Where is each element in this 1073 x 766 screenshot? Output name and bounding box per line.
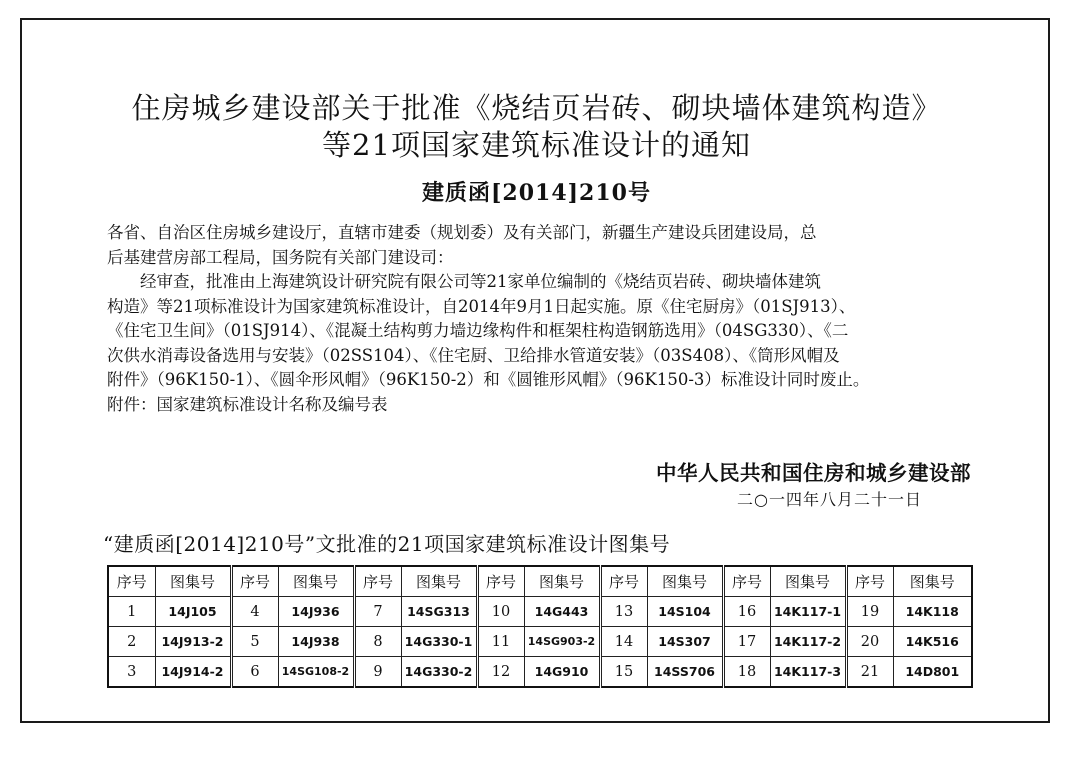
seq-cell: 19 — [846, 597, 893, 627]
seq-cell: 11 — [477, 627, 524, 657]
header-code: 图集号 — [524, 566, 600, 597]
header-seq: 序号 — [354, 566, 401, 597]
seq-cell: 5 — [231, 627, 278, 657]
body-line: 次供水消毒设备选用与安装》（02SS104）、《住宅厨、卫给排水管道安装》（03S408）、《筒形风帽及 — [107, 346, 840, 365]
table-caption: “建质函[2014]210号”文批准的21项国家建筑标准设计图集号 — [103, 532, 671, 556]
body-line: 经审查，批准由上海建筑设计研究院有限公司等21家单位编制的《烧结页岩砖、砌块墙体建筑 — [107, 272, 821, 291]
seq-cell: 12 — [477, 657, 524, 688]
code-cell: 14G330-1 — [401, 627, 477, 657]
document-number: 建质函[2014]210号 — [422, 180, 651, 206]
seq-cell: 1 — [108, 597, 155, 627]
code-cell: 14J105 — [155, 597, 231, 627]
seq-cell: 15 — [600, 657, 647, 688]
header-seq: 序号 — [723, 566, 770, 597]
code-cell: 14K516 — [893, 627, 972, 657]
code-cell: 14SS706 — [647, 657, 723, 688]
body-line: 《住宅卫生间》（01SJ914）、《混凝土结构剪力墙边缘构件和框架柱构造钢筋选用》（04SG330）、《二 — [107, 321, 849, 340]
table-header-row — [108, 566, 972, 597]
seq-cell: 9 — [354, 657, 401, 688]
header-code: 图集号 — [155, 566, 231, 597]
code-cell: 14K118 — [893, 597, 972, 627]
header-code: 图集号 — [278, 566, 354, 597]
body-line: 后基建营房部工程局，国务院有关部门建设司： — [107, 248, 454, 267]
seq-cell: 10 — [477, 597, 524, 627]
body-line: 附件》（96K150-1）、《圆伞形风帽》（96K150-2）和《圆锥形风帽》（96K150-3）标准设计同时废止。 — [107, 370, 870, 389]
code-cell: 14S104 — [647, 597, 723, 627]
code-cell: 14SG903-2 — [524, 627, 600, 657]
header-seq: 序号 — [846, 566, 893, 597]
seq-cell: 18 — [723, 657, 770, 688]
notice-title-line1: 住房城乡建设部关于批准《烧结页岩砖、砌块墙体建筑构造》 — [131, 91, 942, 125]
header-seq: 序号 — [477, 566, 524, 597]
code-cell: 14G910 — [524, 657, 600, 688]
code-cell: 14SG108-2 — [278, 657, 354, 688]
header-seq: 序号 — [600, 566, 647, 597]
table-row — [108, 597, 972, 627]
seq-cell: 21 — [846, 657, 893, 688]
seq-cell: 17 — [723, 627, 770, 657]
code-cell: 14S307 — [647, 627, 723, 657]
body-line: 各省、自治区住房城乡建设厅，直辖市建委（规划委）及有关部门，新疆生产建设兵团建设局，总 — [107, 223, 817, 242]
code-cell: 14G330-2 — [401, 657, 477, 688]
seq-cell: 13 — [600, 597, 647, 627]
code-cell: 14K117-1 — [770, 597, 846, 627]
body-line: 构造》等21项标准设计为国家建筑标准设计，自2014年9月1日起实施。原《住宅厨房》（01SJ913）、 — [107, 297, 856, 316]
seq-cell: 20 — [846, 627, 893, 657]
header-code: 图集号 — [647, 566, 723, 597]
code-cell: 14G443 — [524, 597, 600, 627]
code-cell: 14SG313 — [401, 597, 477, 627]
header-seq: 序号 — [108, 566, 155, 597]
seq-cell: 2 — [108, 627, 155, 657]
header-code: 图集号 — [893, 566, 972, 597]
issuer-name: 中华人民共和国住房和城乡建设部 — [656, 461, 971, 485]
seq-cell: 8 — [354, 627, 401, 657]
table-row — [108, 657, 972, 688]
body-line: 附件：国家建筑标准设计名称及编号表 — [107, 395, 388, 414]
code-cell: 14K117-3 — [770, 657, 846, 688]
seq-cell: 7 — [354, 597, 401, 627]
seq-cell: 16 — [723, 597, 770, 627]
code-cell: 14D801 — [893, 657, 972, 688]
seq-cell: 6 — [231, 657, 278, 688]
seq-cell: 3 — [108, 657, 155, 688]
atlas-table — [107, 565, 973, 688]
code-cell: 14J913-2 — [155, 627, 231, 657]
seq-cell: 4 — [231, 597, 278, 627]
seq-cell: 14 — [600, 627, 647, 657]
code-cell: 14J936 — [278, 597, 354, 627]
table-row — [108, 627, 972, 657]
code-cell: 14J914-2 — [155, 657, 231, 688]
header-code: 图集号 — [401, 566, 477, 597]
header-seq: 序号 — [231, 566, 278, 597]
issue-date: 二○一四年八月二十一日 — [737, 490, 922, 509]
notice-title-line2: 等21项国家建筑标准设计的通知 — [322, 128, 751, 162]
code-cell: 14K117-2 — [770, 627, 846, 657]
code-cell: 14J938 — [278, 627, 354, 657]
header-code: 图集号 — [770, 566, 846, 597]
